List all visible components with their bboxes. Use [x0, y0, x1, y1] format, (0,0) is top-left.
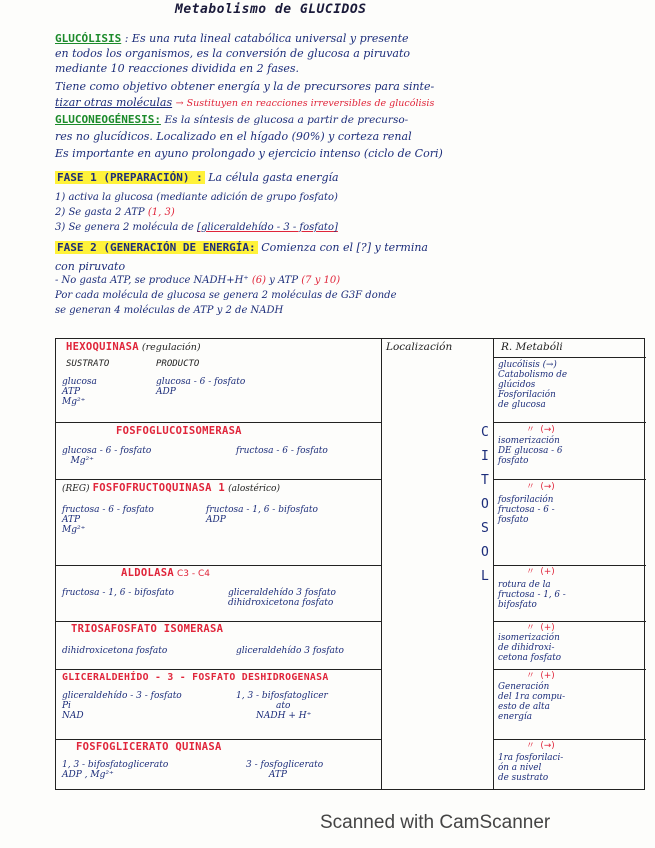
- fase1-line: [55, 171, 339, 184]
- intro-line-3: mediante 10 reacciones dividida en 2 fases.: [55, 62, 300, 75]
- intro-text-5a: tizar otras moléculas: [55, 96, 173, 109]
- rm-row-3: rotura de la fructosa - 1, 6 - bifosfato: [498, 580, 566, 610]
- enzyme-name: FOSFOFRUCTOQUINASA 1: [92, 482, 226, 494]
- product: gliceraldehído 3 fosfato: [236, 646, 344, 656]
- fase1-label: FASE 1 (PREPARACIÓN) :: [57, 171, 203, 184]
- rm-mark: 〃 (+): [526, 567, 555, 577]
- row-divider: [56, 422, 381, 423]
- rm-mark: 〃 (+): [526, 623, 555, 633]
- fase2-l2a: - No gasta ATP, se produce NADH+H⁺: [55, 275, 249, 286]
- row-divider: [493, 565, 646, 566]
- enzyme-note: (regulación): [141, 342, 201, 353]
- row-divider: [56, 479, 381, 480]
- rm-mark: 〃 (→): [526, 741, 555, 751]
- page-title: Metabolismo de GLUCIDOS: [175, 2, 367, 17]
- glucolisis-label: GLUCÓLISIS: [55, 32, 122, 45]
- fase1-item-3-g3p: [gliceraldehído - 3 - fosfato]: [197, 222, 338, 233]
- cytosol-letter: C: [481, 425, 489, 440]
- substrate: dihidroxicetona fosfato: [62, 646, 168, 656]
- enzyme-table: [55, 338, 645, 790]
- enzyme-name: TRIOSAFOSFATO ISOMERASA: [71, 623, 224, 635]
- row-divider: [56, 565, 381, 566]
- intro-line-2: en todos los organismos, es la conversión de glucosa a piruvato: [55, 47, 411, 60]
- row-divider: [56, 621, 381, 622]
- cytosol-letter: T: [481, 473, 489, 488]
- scanner-watermark: Scanned with CamScanner: [320, 812, 551, 833]
- rm-row-0: glucólisis (→) Catabolismo de glúcidos Fosforilación de glucosa: [498, 360, 568, 410]
- intro-annotation: → Sustituyen en reacciones irreversibles de glucólisis: [175, 98, 435, 109]
- intro-line-5: [55, 96, 434, 110]
- product: 3 - fosfoglicerato ATP: [246, 760, 324, 780]
- header-sustrato: SUSTRATO: [66, 359, 110, 369]
- enzyme-row-3: [121, 568, 210, 580]
- intro-text-6: Es la síntesis de glucosa a partir de precurso-: [164, 114, 409, 126]
- rm-mark: 〃 (+): [526, 671, 555, 681]
- row-divider: [493, 479, 646, 480]
- product: fructosa - 6 - fosfato: [236, 446, 328, 456]
- rm-row-2: fosforilación fructosa - 6 - fosfato: [498, 495, 555, 525]
- cytosol-letter: I: [481, 449, 489, 464]
- enzyme-row-5: [62, 672, 329, 683]
- enzyme-row-2: [62, 483, 280, 495]
- fase2-line: [55, 241, 428, 254]
- cytosol-letter: O: [481, 497, 489, 512]
- cytosol-letter: S: [481, 521, 489, 536]
- substrate: fructosa - 1, 6 - bifosfato: [62, 588, 174, 598]
- row-divider: [56, 739, 381, 740]
- fase1-item-2-text: 2) Se gasta 2 ATP: [55, 207, 145, 218]
- intro-text-1: : Es una ruta lineal catabólica universal y presente: [124, 32, 409, 45]
- intro-line-8: Es importante en ayuno prolongado y ejercicio intenso (ciclo de Cori): [55, 147, 443, 160]
- intro-line-6: [55, 113, 408, 127]
- substrate: fructosa - 6 - fosfato ATP Mg²⁺: [62, 505, 154, 535]
- rm-row-6: 1ra fosforilaci- ón a nivel de sustrato: [498, 753, 564, 783]
- enzyme-row-0: [66, 342, 201, 353]
- fase1-rest: La célula gasta energía: [208, 171, 339, 184]
- fase2-line-1: con piruvato: [55, 260, 126, 273]
- enzyme-row-4: [71, 624, 223, 635]
- enzyme-row-6: [76, 742, 222, 753]
- row-divider: [493, 422, 646, 423]
- fase1-item-3-text: 3) Se genera 2 molécula de: [55, 222, 194, 233]
- enzyme-name: FOSFOGLUCOISOMERASA: [116, 425, 242, 437]
- rm-row-5: Generación del 1ra compu- esto de alta energía: [498, 682, 566, 722]
- substrate: glucosa ATP Mg²⁺: [62, 377, 97, 407]
- fase2-line-3: Por cada molécula de glucosa se genera 2 moléculas de G3F donde: [55, 290, 397, 301]
- row-divider: [493, 621, 646, 622]
- product: 1, 3 - bifosfatoglicer ato NADH + H⁺: [236, 691, 328, 721]
- fase1-item-2: [55, 206, 175, 219]
- fase2-line-4: se generan 4 moléculas de ATP y 2 de NADH: [55, 305, 284, 316]
- rm-row-1: isomerización DE glucosa - 6 fosfato: [498, 436, 563, 466]
- cytosol-letter: L: [481, 569, 489, 584]
- substrate: glucosa - 6 - fosfato Mg²⁺: [62, 446, 152, 466]
- table-divider-rm: [493, 339, 494, 789]
- product: gliceraldehído 3 fosfato dihidroxicetona fosfato: [228, 588, 336, 608]
- row-divider: [493, 357, 646, 358]
- intro-line-4: Tiene como objetivo obtener energía y la de precursores para sinte-: [55, 80, 435, 93]
- rm-mark: 〃 (→): [526, 482, 555, 492]
- substrate: gliceraldehído - 3 - fosfato Pi NAD: [62, 691, 182, 721]
- intro-line-1: [55, 32, 409, 45]
- product: fructosa - 1, 6 - bifosfato ADP: [206, 505, 318, 525]
- gluconeogenesis-label: GLUCONEOGÉNESIS:: [55, 113, 161, 126]
- substrate: 1, 3 - bifosfatoglicerato ADP , Mg²⁺: [62, 760, 169, 780]
- enzyme-name: FOSFOGLICERATO QUINASA: [76, 741, 222, 753]
- cytosol-letter: O: [481, 545, 489, 560]
- fase2-line-2: [55, 274, 340, 287]
- rm-row-4: isomerización de dihidroxi- cetona fosfato: [498, 633, 562, 663]
- fase2-rest: Comienza con el [?] y termina: [261, 241, 428, 254]
- product: glucosa - 6 - fosfato ADP: [156, 377, 246, 397]
- fase2-label: FASE 2 (GENERACIÓN DE ENERGÍA:: [57, 241, 256, 254]
- enzyme-note: C3 - C4: [177, 569, 211, 579]
- enzyme-note: (alostérico): [228, 484, 280, 494]
- row-divider: [56, 669, 381, 670]
- enzyme-name: ALDOLASA: [121, 567, 174, 579]
- fase2-l2b: (6): [251, 275, 266, 286]
- header-producto: PRODUCTO: [156, 359, 200, 369]
- fase1-item-2-steps: (1, 3): [147, 207, 175, 218]
- rm-mark: 〃 (→): [526, 425, 555, 435]
- reg-tag: (REG): [62, 484, 90, 494]
- fase1-item-1: 1) activa la glucosa (mediante adición de grupo fosfato): [55, 192, 338, 203]
- table-divider-loc: [381, 339, 382, 789]
- intro-line-7: res no glucídicos. Localizado en el hígado (90%) y corteza renal: [55, 130, 412, 143]
- enzyme-row-1: [116, 426, 242, 437]
- enzyme-name: HEXOQUINASA: [66, 341, 139, 353]
- header-r-metabolica: R. Metabóli: [501, 341, 563, 353]
- enzyme-name: GLICERALDEHÍDO - 3 - FOSFATO DESHIDROGENASA: [62, 672, 329, 683]
- fase2-l2d: (7 y 10): [301, 275, 341, 286]
- fase2-l2c: y ATP: [269, 275, 299, 286]
- row-divider: [493, 669, 646, 670]
- fase1-item-3: [55, 221, 338, 234]
- header-localizacion: Localización: [386, 341, 453, 353]
- row-divider: [493, 739, 646, 740]
